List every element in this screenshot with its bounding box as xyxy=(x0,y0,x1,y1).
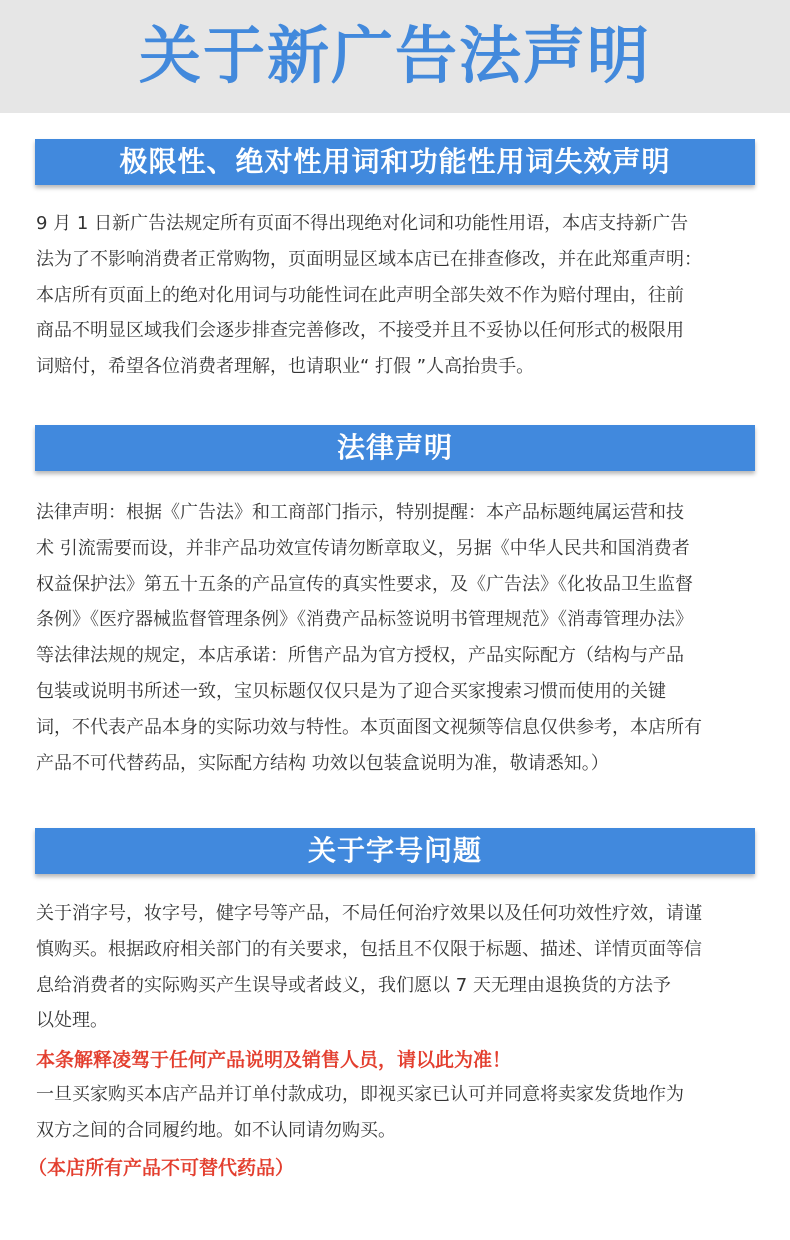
text-line: 法律声明：根据《广告法》和工商部门指示，特别提醒：本产品标题纯属运营和技 xyxy=(36,502,684,523)
medicine-disclaimer: （本店所有产品不可替代药品） xyxy=(28,1157,295,1179)
text-line: 条例》《医疗器械监督管理条例》《消费产品标签说明书管理规范》《消毒管理办法》 xyxy=(36,609,693,631)
section-body-absolute-terms xyxy=(36,206,756,385)
text-line: 商品不明显区域我们会逐步排查完善修改，不接受并且不妥协以任何形式的极限用 xyxy=(36,320,684,342)
text-line: 关于消字号，妆字号，健字号等产品，不局任何治疗效果以及任何功效性疗效，请谨 xyxy=(36,903,702,924)
text-line: 9 月 1 日新广告法规定所有页面不得出现绝对化词和功能性用语，本店支持新广告 xyxy=(36,213,689,234)
text-line: 权益保护法》第五十五条的产品宣传的真实性要求，及《广告法》《化妆品卫生监督 xyxy=(36,573,693,595)
priority-notice: 本条解释凌驾于任何产品说明及销售人员，请以此为准！ xyxy=(36,1049,512,1071)
section-header-license-number: 关于字号问题 xyxy=(35,828,755,874)
text-line: 词赔付，希望各位消费者理解，也请职业“ 打假 ”人高抬贵手。 xyxy=(36,356,535,378)
text-line: 产品不可代替药品，实际配方结构 功效以包装盒说明为准，敬请悉知。） xyxy=(36,752,609,774)
text-line: 法为了不影响消费者正常购物，页面明显区域本店已在排查修改，并在此郑重声明： xyxy=(36,248,702,270)
section-body-license-number xyxy=(36,896,756,1039)
title-banner xyxy=(0,0,790,113)
text-line: 等法律法规的规定，本店承诺：所售产品为官方授权，产品实际配方（结构与产品 xyxy=(36,645,684,667)
text-line: 本店所有页面上的绝对化用词与功能性词在此声明全部失效不作为赔付理由，往前 xyxy=(36,284,684,306)
text-line: 息给消费者的实际购买产生误导或者歧义，我们愿以 7 天无理由退换货的方法予 xyxy=(36,974,671,996)
text-line: 慎购买。根据政府相关部门的有关要求，包括且不仅限于标题、描述、详情页面等信 xyxy=(36,938,702,960)
contract-place-text xyxy=(36,1077,756,1149)
text-line: 词，不代表产品本身的实际功效与特性。本页面图文视频等信息仅供参考，本店所有 xyxy=(36,716,702,738)
text-line: 以处理。 xyxy=(36,1010,108,1032)
section-header-legal-statement: 法律声明 xyxy=(35,425,755,471)
page-title: 关于新广告法声明 xyxy=(138,19,651,92)
section-body-legal-statement xyxy=(36,495,756,781)
text-line: 包装或说明书所述一致，宝贝标题仅仅只是为了迎合买家搜索习惯而使用的关键 xyxy=(36,680,666,702)
section-header-absolute-terms: 极限性、绝对性用词和功能性用词失效声明 xyxy=(35,139,755,185)
text-line: 双方之间的合同履约地。如不认同请勿购买。 xyxy=(36,1119,396,1141)
text-line: 术 引流需要而设，并非产品功效宣传请勿断章取义，另据《中华人民共和国消费者 xyxy=(36,537,690,559)
text-line: 一旦买家购买本店产品并订单付款成功，即视买家已认可并同意将卖家发货地作为 xyxy=(36,1084,684,1105)
